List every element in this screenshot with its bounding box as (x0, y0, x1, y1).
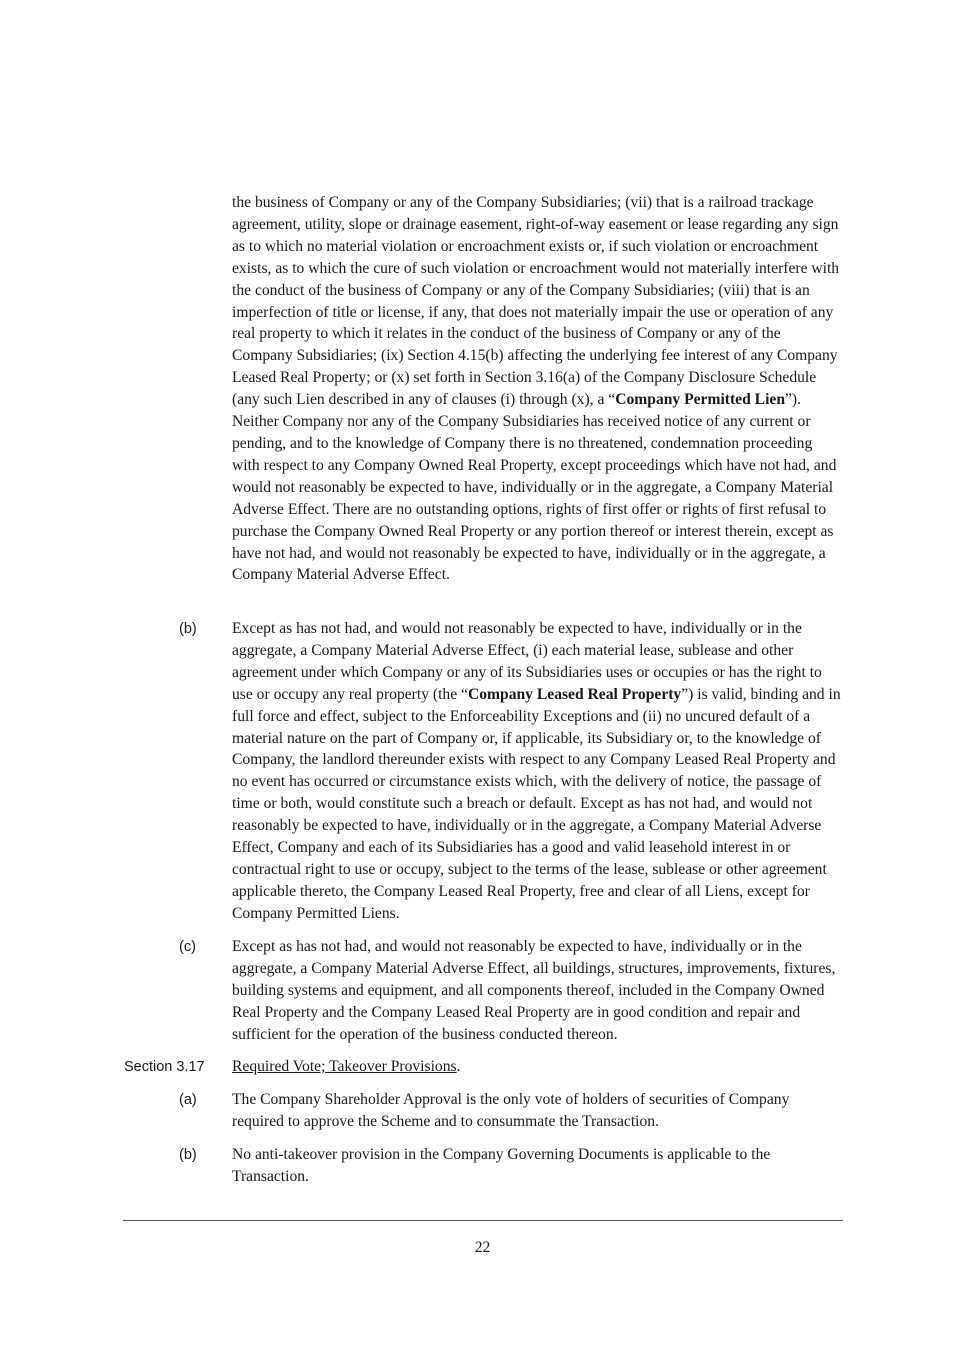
continuation-text-2: ”). Neither Company nor any of the Company Subsidiaries has received notice of any current or pending, and to the knowledge of Company there is no threatened, condemnation proceeding with respect to any Company Owned Real Property, except proceedings which have not had, and would not reasonably be expected to have, individually or in the aggregate, a Company Material Adverse Effect. There are no outstanding options, rights of first offer or rights of first refusal to purchase the Company Owned Real Property or any portion thereof or interest therein, except as have not had, and would not reasonably be expected to have, individually or in the aggregate, a Company Material Adverse Effect. (232, 391, 837, 584)
clause-b-label: (b) (179, 621, 197, 637)
section-3-17-title-suffix: . (456, 1058, 461, 1075)
clause-3-17-b-paragraph: No anti-takeover provision in the Company Governing Documents is applicable to the Transaction. (232, 1146, 771, 1185)
section-3-17-heading (232, 1056, 842, 1078)
clause-3-17-b-label: (b) (179, 1147, 197, 1163)
clause-3-17-a-label: (a) (179, 1092, 197, 1108)
clause-b-paragraph (232, 618, 842, 925)
footer-divider (123, 1220, 843, 1221)
section-3-17-label: Section 3.17 (124, 1059, 205, 1075)
continuation-text-1: the business of Company or any of the Company Subsidiaries; (vii) that is a railroad trackage agreement, utility, slope or drainage easement, right-of-way easement or lease regarding any sign as to which no material violation or encroachment exists or, if such violation or encroachment exists, as to which the cure of such violation or encroachment would not materially interfere with the conduct of the business of Company or any of the Company Subsidiaries; (viii) that is an imperfection of title or license, if any, that does not materially impair the use or operation of any real property to which it relates in the conduct of the business of Company or any of the Company Subsidiaries; (ix) Section 4.15(b) affecting the underlying fee interest of any Company Leased Real Property; or (x) set forth in Section 3.16(a) of the Company Disclosure Schedule (any such Lien described in any of clauses (i) through (x), a “ (232, 194, 840, 409)
clause-c-paragraph: Except as has not had, and would not reasonably be expected to have, individually or in the aggregate, a Company Material Adverse Effect, all buildings, structures, improvements, fixtures, building systems and equipment, and all components thereof, included in the Company Owned Real Property and the Company Leased Real Property are in good condition and repair and sufficient for the operation of the business conducted thereon. (232, 938, 836, 1043)
clause-3-17-a-paragraph: The Company Shareholder Approval is the only vote of holders of securities of Company required to approve the Scheme and to consummate the Transaction. (232, 1091, 790, 1130)
clause-b-text-2: ”) is valid, binding and in full force and effect, subject to the Enforceability Exceptions and (ii) no uncured default of a material nature on the part of Company or, if applicable, its Subsidiary or, to the knowledge of Company, the landlord thereunder exists with respect to any Company Leased Real Property and no event has occurred or circumstance exists which, with the delivery of notice, the passage of time or both, would constitute such a breach or default. Except as has not had, and would not reasonably be expected to have, individually or in the aggregate, a Company Material Adverse Effect, Company and each of its Subsidiaries has a good and valid leasehold interest in or contractual right to use or occupy, subject to the terms of the lease, sublease or other agreement applicable thereto, the Company Leased Real Property, free and clear of all Liens, except for Company Permitted Liens. (232, 685, 841, 922)
page-number: 22 (474, 1239, 491, 1256)
defined-term-company-permitted-lien: Company Permitted Lien (615, 391, 785, 409)
section-3-17-title: Required Vote; Takeover Provisions (232, 1058, 457, 1075)
clause-c-label: (c) (179, 939, 196, 955)
continuation-paragraph (232, 192, 842, 586)
clause-b-text-1: Except as has not had, and would not reasonably be expected to have, individually or in the aggregate, a Company Material Adverse Effect, (i) each material lease, sublease and other agreement under which Company or any of its Subsidiaries uses or occupies or has the right to use or occupy any real property (the “ (232, 620, 822, 703)
defined-term-company-leased-real-property: Company Leased Real Property (467, 685, 682, 703)
